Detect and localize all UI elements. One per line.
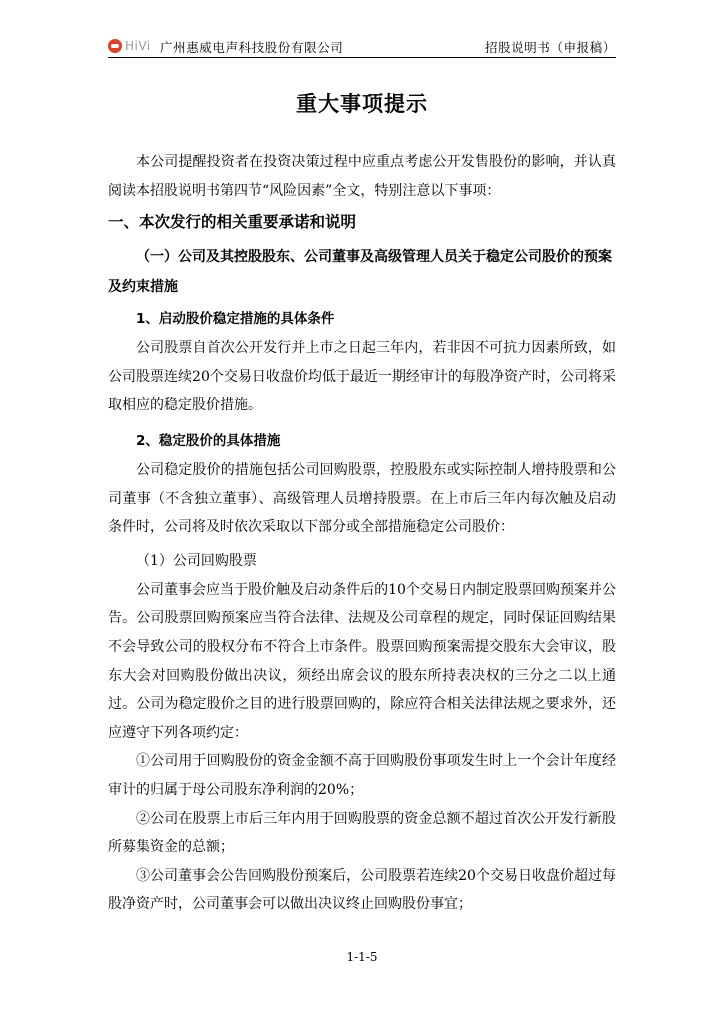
section-heading: 一、本次发行的相关重要承诺和说明 — [108, 213, 357, 232]
logo-text: HiVi — [125, 39, 151, 53]
company-logo — [108, 38, 151, 54]
page-number: 1-1-5 — [346, 950, 378, 964]
company-name: 广州惠威电声科技股份有限公司 — [160, 40, 344, 55]
document-type: 招股说明书（申报稿） — [484, 40, 616, 55]
list-item: ①公司用于回购股份的资金金额不高于回购股份事项发生时上一个会计年度经审计的归属于母公司股东净利润的20%； — [108, 753, 616, 798]
item-paragraph: 公司股票自首次公开发行并上市之日起三年内，若非因不可抗力因素所致，如公司股票连续20个交易日收盘价均低于最近一期经审计的每股净资产时，公司将采取相应的稳定股价措施。 — [108, 340, 616, 414]
sub-item-heading: （1）公司回购股票 — [136, 552, 257, 569]
list-item: ②公司在股票上市后三年内用于回购股票的资金总额不超过首次公开发行新股所募集资金的总额； — [108, 810, 616, 856]
logo-icon — [108, 39, 122, 53]
list-item: ③公司董事会公告回购股份预案后，公司股票若连续20个交易日收盘价超过每股净资产时，公司董事会可以做出决议终止回购股份事宜； — [108, 867, 616, 913]
intro-paragraph: 本公司提醒投资者在投资决策过程中应重点考虑公开发售股份的影响，并认真阅读本招股说明书第四节“风险因素”全文，特别注意以下事项： — [108, 154, 616, 199]
document-body — [108, 148, 616, 919]
page-header — [108, 36, 616, 58]
item-heading: 2、稳定股价的具体措施 — [136, 432, 281, 449]
page-title: 重大事项提示 — [296, 92, 428, 116]
subsection-heading: （一）公司及其控股股东、公司董事及高级管理人员关于稳定公司股价的预案及约束措施 — [108, 249, 612, 296]
header-divider — [108, 57, 616, 58]
sub-item-paragraph: 公司董事会应当于股价触及启动条件后的10个交易日内制定股票回购预案并公告。公司股票回购预案应当符合法律、法规及公司章程的规定，同时保证回购结果不会导致公司的股权分布不符合上市条件。股票回购预案需提交股东大会审议，股东大会对回购股份做出决议，须经出席会议的股东所持表决权的三分之二以上通过。公司为稳定股价之目的进行股票回购的，除应符合相关法律法规之要求外，还应遵守下列各项约定： — [108, 581, 616, 741]
item-heading: 1、启动股价稳定措施的具体条件 — [136, 311, 335, 328]
item-paragraph: 公司稳定股价的措施包括公司回购股票，控股股东或实际控制人增持股票和公司董事（不含独立董事）、高级管理人员增持股票。在上市后三年内每次触及启动条件时，公司将及时依次采取以下部分或全部措施稳定公司股价： — [108, 461, 616, 536]
